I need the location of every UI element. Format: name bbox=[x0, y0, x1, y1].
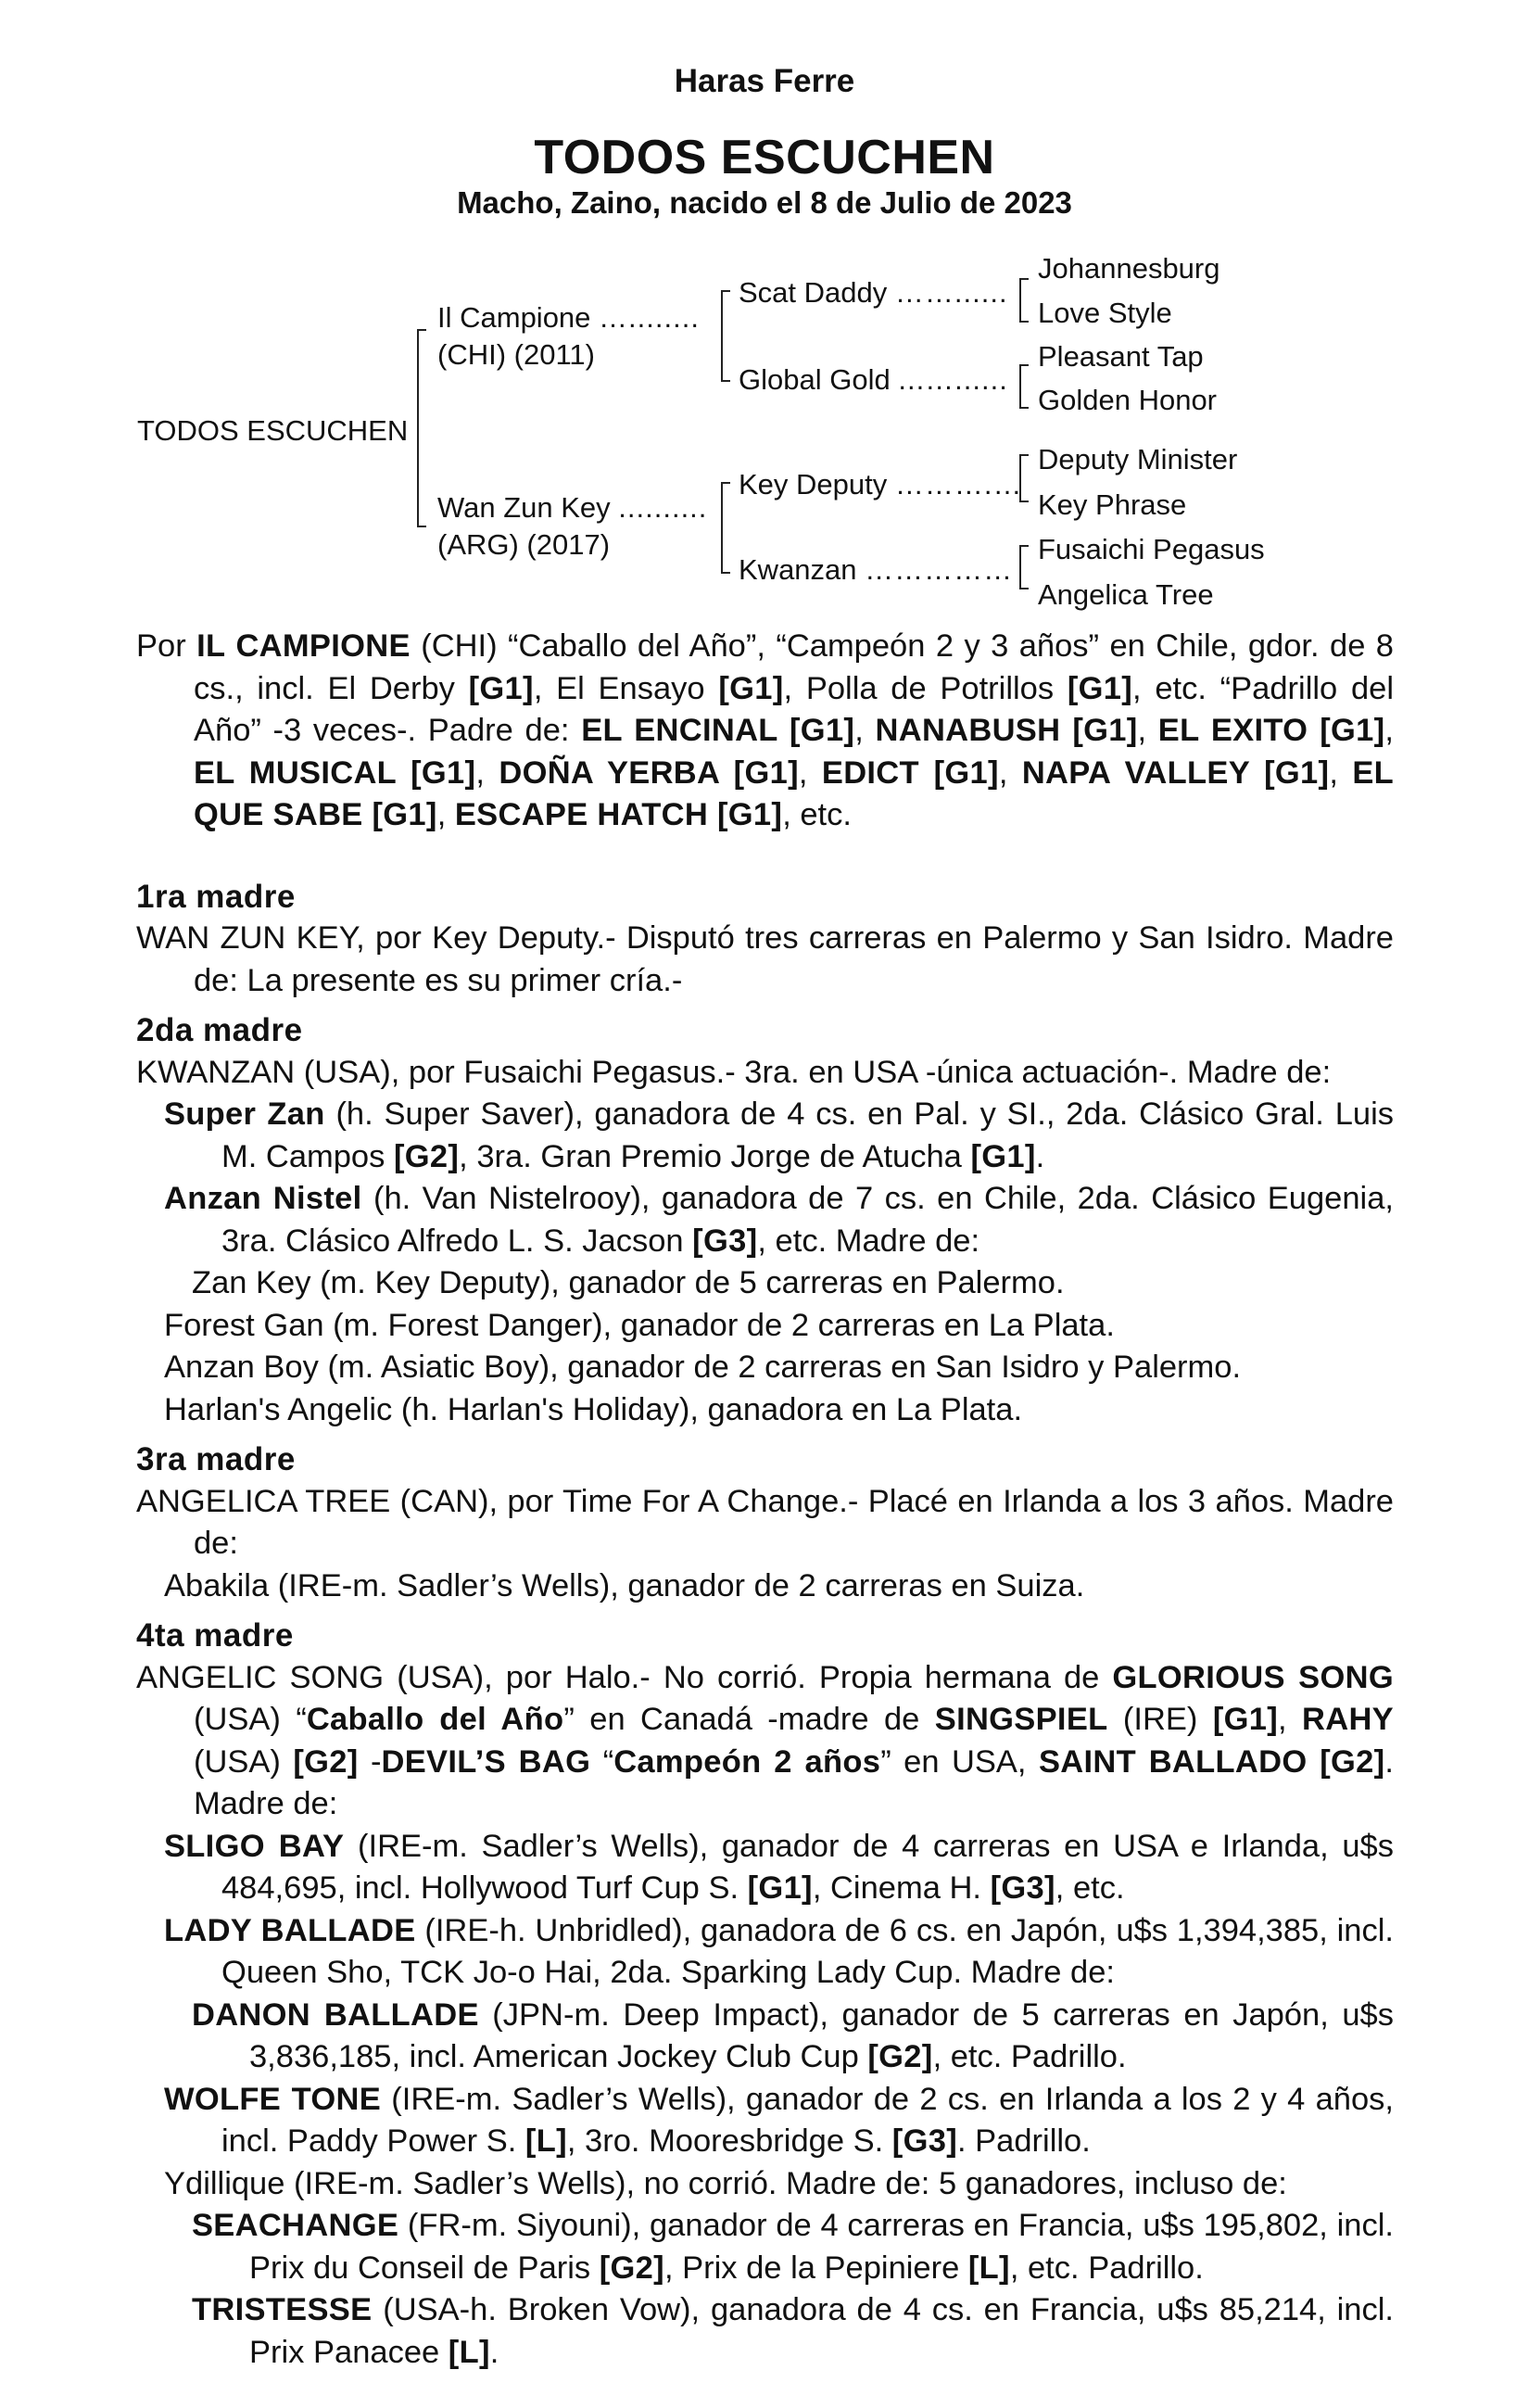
pedigree-bracket bbox=[721, 290, 730, 382]
produce-entry: LADY BALLADE (IRE-h. Unbridled), ganadora de 6 cs. en Japón, u$s 1,394,385, incl. Queen Sho, TCK Jo-o Hai, 2da. Sparking Lady Cup. Madre de: bbox=[164, 1912, 1394, 1990]
catalog-body bbox=[136, 626, 1394, 2374]
pedigree-gen3-item: Johannesburg bbox=[1038, 252, 1220, 285]
gen2-dots: ……...... bbox=[894, 276, 1008, 309]
pedigree-bracket bbox=[417, 329, 426, 527]
pedigree-gen2-item bbox=[739, 276, 1008, 310]
sire-name: Il Campione bbox=[437, 301, 591, 334]
dam-dots: .......... bbox=[618, 491, 708, 524]
pedigree-bracket bbox=[721, 482, 730, 574]
pedigree-bracket bbox=[1019, 364, 1029, 409]
sire-paragraph: Por IL CAMPIONE (CHI) “Caballo del Año”, “Campeón 2 y 3 años” en Chile, gdor. de 8 cs., incl. El Derby [G1], El Ensayo [G1], Polla de Potrillos [G1], etc. “Padrillo del Año” -3 veces-. Padre de: EL ENCINAL [G1], NANABUSH [G1], EL EXITO [G1], EL MUSICAL [G1], DOÑA YERBA [G1], EDICT [G1], NAPA VALLEY [G1], EL QUE SABE [G1], ESCAPE HATCH [G1], etc. bbox=[136, 628, 1395, 832]
pedigree-sire-origin: (CHI) (2011) bbox=[437, 338, 595, 371]
pedigree-gen3-item: Pleasant Tap bbox=[1038, 340, 1204, 373]
produce-entry: Zan Key (m. Key Deputy), ganador de 5 carreras en Palermo. bbox=[192, 1265, 1065, 1300]
pedigree-subject: TODOS ESCUCHEN bbox=[137, 414, 409, 447]
gen2-name: Scat Daddy bbox=[739, 276, 888, 309]
pedigree-gen3-item: Golden Honor bbox=[1038, 384, 1218, 416]
pedigree-bracket bbox=[1019, 454, 1029, 502]
produce-entry: Forest Gan (m. Forest Danger), ganador de 2 carreras en La Plata. bbox=[164, 1307, 1115, 1343]
produce-entry: TRISTESSE (USA-h. Broken Vow), ganadora de 4 cs. en Francia, u$s 85,214, incl. Prix Panacee [L]. bbox=[192, 2292, 1394, 2370]
produce-entry: DANON BALLADE (JPN-m. Deep Impact), ganador de 5 carreras en Japón, u$s 3,836,185, incl. American Jockey Club Cup [G2], etc. Padrillo. bbox=[192, 1996, 1394, 2074]
section-heading-4ta-madre: 4ta madre bbox=[136, 1617, 294, 1654]
pedigree-sire bbox=[437, 301, 700, 335]
produce-entry: Anzan Nistel (h. Van Nistelrooy), ganadora de 7 cs. en Chile, 2da. Clásico Eugenia, 3ra. Clásico Alfredo L. S. Jacson [G3], etc. Madre de: bbox=[164, 1181, 1394, 1259]
pedigree-gen3-item: Love Style bbox=[1038, 297, 1172, 329]
gen2-name: Key Deputy bbox=[739, 468, 888, 501]
pedigree-gen3-item: Fusaichi Pegasus bbox=[1038, 533, 1265, 565]
pedigree-dam-origin: (ARG) (2017) bbox=[437, 528, 611, 561]
horse-details: Macho, Zaino, nacido el 8 de Julio de 2023 bbox=[457, 185, 1072, 220]
section-heading-1ra-madre: 1ra madre bbox=[136, 878, 296, 915]
produce-entry: Super Zan (h. Super Saver), ganadora de 4 cs. en Pal. y SI., 2da. Clásico Gral. Luis M. Campos [G2], 3ra. Gran Premio Jorge de Atucha [G1]. bbox=[164, 1096, 1394, 1174]
pedigree-bracket bbox=[1019, 545, 1029, 589]
gen2-name: Kwanzan bbox=[739, 553, 857, 586]
gen2-dots: ……….… bbox=[894, 468, 1023, 501]
dam-name: Wan Zun Key bbox=[437, 491, 611, 524]
produce-entry: Anzan Boy (m. Asiatic Boy), ganador de 2 carreras en San Isidro y Palermo. bbox=[164, 1350, 1242, 1385]
pedigree-dam bbox=[437, 491, 707, 525]
pedigree-gen2-item bbox=[739, 363, 1008, 397]
pedigree-bracket bbox=[1019, 278, 1029, 323]
pedigree-gen2-item bbox=[739, 553, 1013, 587]
gen2-dots: ...…...... bbox=[898, 363, 1008, 396]
sire-dots: …........ bbox=[599, 301, 700, 334]
pedigree-gen3-item: Deputy Minister bbox=[1038, 443, 1238, 475]
dam-paragraph: WAN ZUN KEY, por Key Deputy.- Disputó tres carreras en Palermo y San Isidro. Madre de: La presente es su primer cría.- bbox=[136, 920, 1394, 998]
produce-entry: SLIGO BAY (IRE-m. Sadler’s Wells), ganador de 4 carreras en USA e Irlanda, u$s 484,695, incl. Hollywood Turf Cup S. [G1], Cinema H. [G3], etc. bbox=[164, 1828, 1394, 1906]
produce-entry: WOLFE TONE (IRE-m. Sadler’s Wells), ganador de 2 cs. en Irlanda a los 2 y 4 años, incl. Paddy Power S. [L], 3ro. Mooresbridge S. [G3]. Padrillo. bbox=[164, 2081, 1394, 2159]
horse-title: TODOS ESCUCHEN bbox=[534, 131, 995, 184]
fourth-dam-paragraph: ANGELIC SONG (USA), por Halo.- No corrió. Propia hermana de GLORIOUS SONG (USA) “Caballo del Año” en Canadá -madre de SINGSPIEL (IRE) [G1], RAHY (USA) [G2] -DEVIL’S BAG “Campeón 2 años” en USA, SAINT BALLADO [G2]. Madre de: bbox=[136, 1659, 1395, 1821]
produce-entry: SEACHANGE (FR-m. Siyouni), ganador de 4 carreras en Francia, u$s 195,802, incl. Prix du Conseil de Paris [G2], Prix de la Pepiniere [L], etc. Padrillo. bbox=[192, 2208, 1394, 2286]
section-heading-3ra-madre: 3ra madre bbox=[136, 1441, 296, 1477]
section-heading-2da-madre: 2da madre bbox=[136, 1012, 303, 1048]
produce-entry: Ydillique (IRE-m. Sadler’s Wells), no corrió. Madre de: 5 ganadores, incluso de: bbox=[164, 2165, 1287, 2201]
produce-entry: Abakila (IRE-m. Sadler’s Wells), ganador de 2 carreras en Suiza. bbox=[164, 1567, 1085, 1603]
third-dam-paragraph: ANGELICA TREE (CAN), por Time For A Change.- Placé en Irlanda a los 3 años. Madre de: bbox=[136, 1483, 1394, 1561]
gen2-dots: …………… bbox=[865, 553, 1014, 586]
pedigree-gen3-item: Angelica Tree bbox=[1038, 578, 1214, 611]
produce-entry: Harlan's Angelic (h. Harlan's Holiday), ganadora en La Plata. bbox=[164, 1391, 1023, 1427]
pedigree-gen3-item: Key Phrase bbox=[1038, 488, 1187, 521]
pedigree-gen2-item bbox=[739, 468, 1023, 501]
breeder-name: Haras Ferre bbox=[674, 63, 855, 99]
gen2-name: Global Gold bbox=[739, 363, 891, 396]
second-dam-paragraph: KWANZAN (USA), por Fusaichi Pegasus.- 3ra. en USA -única actuación-. Madre de: bbox=[136, 1054, 1332, 1090]
